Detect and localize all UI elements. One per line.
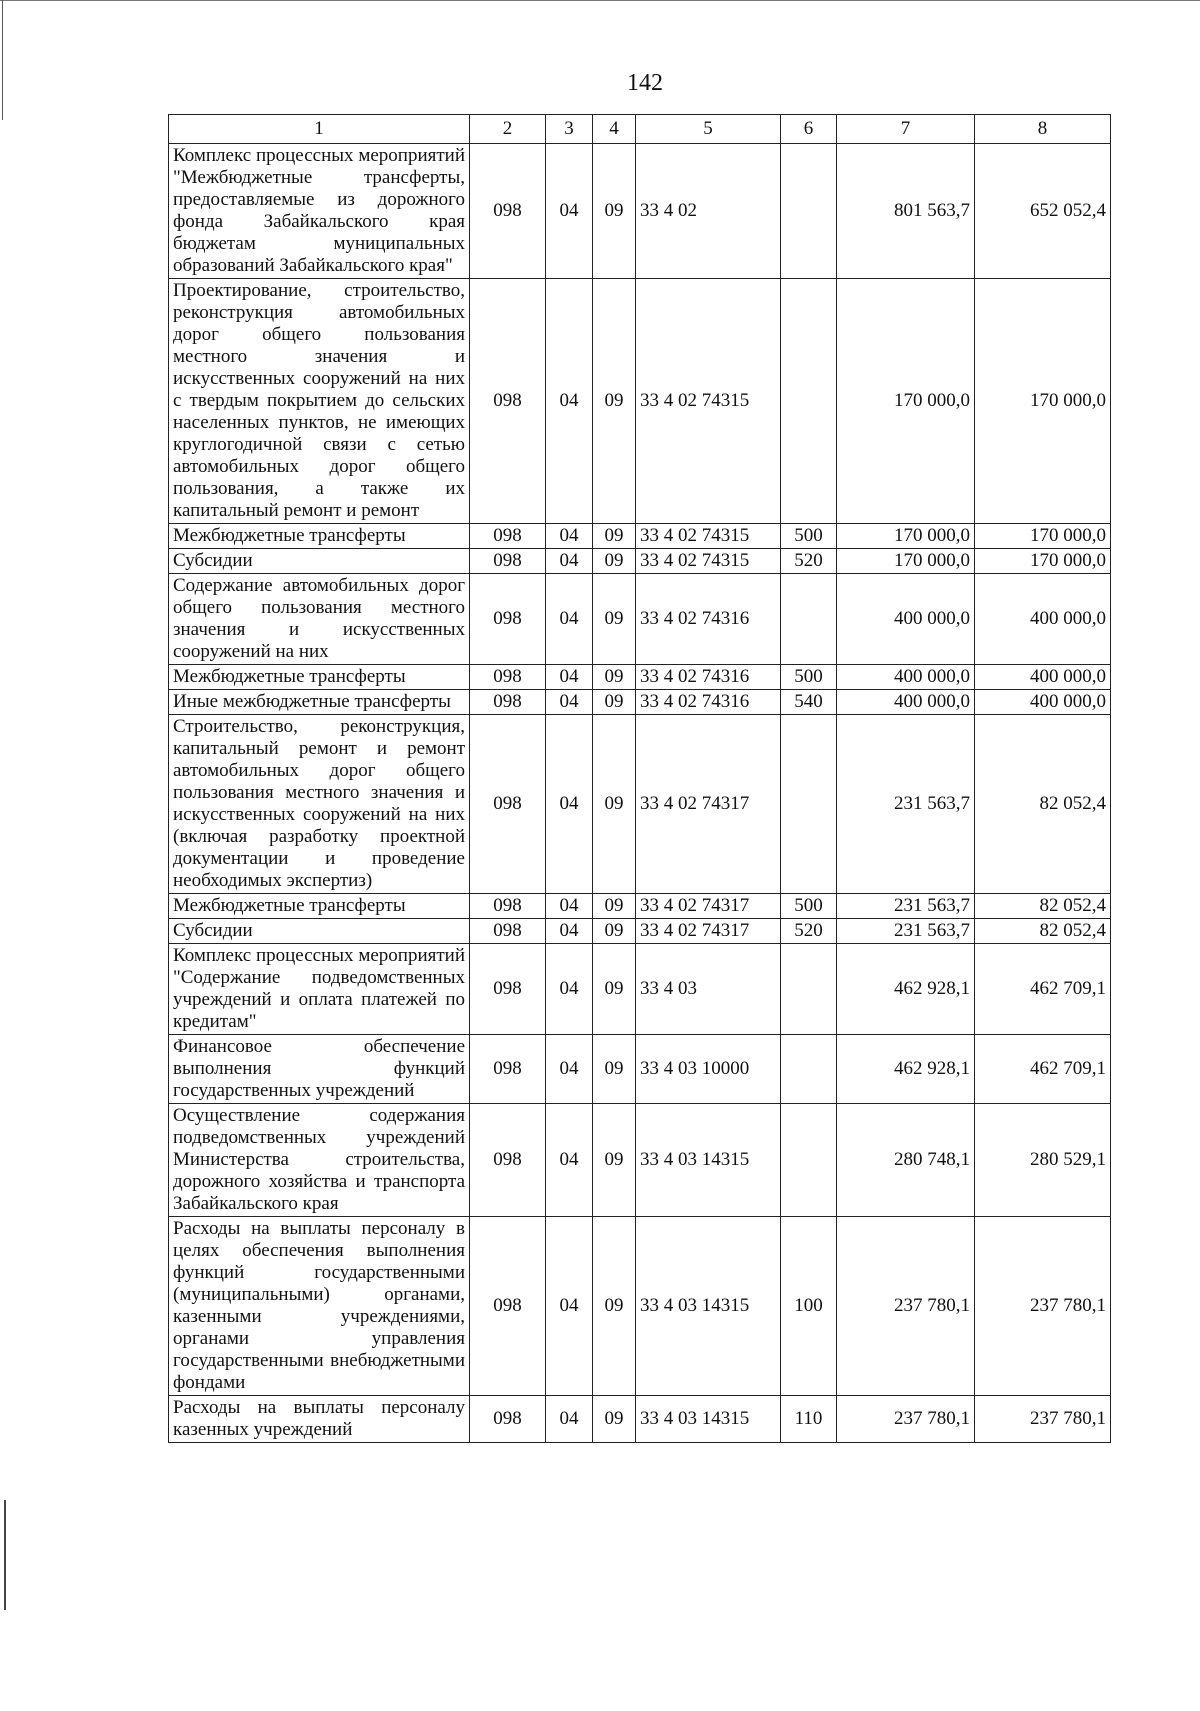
ved-code-cell: 098 — [470, 1104, 546, 1217]
amount-year1-cell: 170 000,0 — [837, 549, 975, 574]
section-code-cell: 04 — [546, 715, 593, 894]
page-number: 142 — [627, 70, 663, 96]
amount-year1-cell: 462 928,1 — [837, 944, 975, 1035]
expense-type-cell — [781, 715, 837, 894]
target-article-cell: 33 4 02 74317 — [636, 715, 781, 894]
expense-type-cell — [781, 279, 837, 524]
amount-year2-cell: 400 000,0 — [975, 574, 1111, 665]
table-row — [169, 894, 1111, 919]
amount-year2-cell: 170 000,0 — [975, 279, 1111, 524]
amount-year1-cell: 400 000,0 — [837, 690, 975, 715]
col-header: 1 — [169, 115, 470, 144]
target-article-cell: 33 4 03 — [636, 944, 781, 1035]
target-article-cell: 33 4 03 10000 — [636, 1035, 781, 1104]
expense-type-cell — [781, 1104, 837, 1217]
amount-year1-cell: 801 563,7 — [837, 144, 975, 279]
amount-year2-cell: 400 000,0 — [975, 690, 1111, 715]
row-name-cell: Субсидии — [169, 919, 470, 944]
row-name-cell: Финансовое обеспечение выполнения функций государственных учреждений — [169, 1035, 470, 1104]
amount-year2-cell: 462 709,1 — [975, 1035, 1111, 1104]
ved-code-cell: 098 — [470, 919, 546, 944]
amount-year1-cell: 237 780,1 — [837, 1217, 975, 1396]
target-article-cell: 33 4 02 — [636, 144, 781, 279]
expense-type-cell: 520 — [781, 919, 837, 944]
expense-type-cell: 500 — [781, 894, 837, 919]
target-article-cell: 33 4 02 74316 — [636, 665, 781, 690]
section-code-cell: 04 — [546, 279, 593, 524]
row-name-cell: Осуществление содержания подведомственных учреждений Министерства строительства, дорожного хозяйства и транспорта Забайкальского края — [169, 1104, 470, 1217]
section-code-cell: 04 — [546, 665, 593, 690]
ved-code-cell: 098 — [470, 1035, 546, 1104]
table-row — [169, 1035, 1111, 1104]
section-code-cell: 04 — [546, 1035, 593, 1104]
subsection-code-cell: 09 — [593, 524, 636, 549]
row-name-cell: Межбюджетные трансферты — [169, 665, 470, 690]
table-row — [169, 144, 1111, 279]
subsection-code-cell: 09 — [593, 1035, 636, 1104]
row-name-cell: Комплекс процессных мероприятий "Содержание подведомственных учреждений и оплата платежей по кредитам" — [169, 944, 470, 1035]
target-article-cell: 33 4 03 14315 — [636, 1217, 781, 1396]
row-name-cell: Межбюджетные трансферты — [169, 894, 470, 919]
budget-table — [168, 114, 1111, 1443]
table-row — [169, 715, 1111, 894]
ved-code-cell: 098 — [470, 524, 546, 549]
subsection-code-cell: 09 — [593, 279, 636, 524]
section-code-cell: 04 — [546, 690, 593, 715]
expense-type-cell: 540 — [781, 690, 837, 715]
section-code-cell: 04 — [546, 894, 593, 919]
target-article-cell: 33 4 03 14315 — [636, 1396, 781, 1443]
expense-type-cell: 100 — [781, 1217, 837, 1396]
row-name-cell: Содержание автомобильных дорог общего пользования местного значения и искусственных сооружений на них — [169, 574, 470, 665]
amount-year1-cell: 231 563,7 — [837, 919, 975, 944]
table-row — [169, 549, 1111, 574]
amount-year1-cell: 170 000,0 — [837, 279, 975, 524]
subsection-code-cell: 09 — [593, 665, 636, 690]
amount-year1-cell: 400 000,0 — [837, 574, 975, 665]
col-header: 7 — [837, 115, 975, 144]
amount-year1-cell: 400 000,0 — [837, 665, 975, 690]
ved-code-cell: 098 — [470, 894, 546, 919]
header-row — [169, 115, 1111, 144]
subsection-code-cell: 09 — [593, 549, 636, 574]
table-row — [169, 1396, 1111, 1443]
expense-type-cell — [781, 944, 837, 1035]
col-header: 5 — [636, 115, 781, 144]
expense-type-cell: 500 — [781, 665, 837, 690]
target-article-cell: 33 4 02 74315 — [636, 549, 781, 574]
table-row — [169, 1217, 1111, 1396]
expense-type-cell — [781, 1035, 837, 1104]
amount-year1-cell: 280 748,1 — [837, 1104, 975, 1217]
amount-year2-cell: 170 000,0 — [975, 549, 1111, 574]
target-article-cell: 33 4 02 74315 — [636, 279, 781, 524]
amount-year2-cell: 237 780,1 — [975, 1396, 1111, 1443]
col-header: 2 — [470, 115, 546, 144]
ved-code-cell: 098 — [470, 144, 546, 279]
row-name-cell: Иные межбюджетные трансферты — [169, 690, 470, 715]
amount-year2-cell: 170 000,0 — [975, 524, 1111, 549]
section-code-cell: 04 — [546, 944, 593, 1035]
amount-year1-cell: 231 563,7 — [837, 715, 975, 894]
ved-code-cell: 098 — [470, 715, 546, 894]
amount-year2-cell: 82 052,4 — [975, 715, 1111, 894]
table-row — [169, 1104, 1111, 1217]
section-code-cell: 04 — [546, 144, 593, 279]
amount-year2-cell: 82 052,4 — [975, 919, 1111, 944]
expense-type-cell: 110 — [781, 1396, 837, 1443]
subsection-code-cell: 09 — [593, 574, 636, 665]
row-name-cell: Субсидии — [169, 549, 470, 574]
target-article-cell: 33 4 02 74316 — [636, 690, 781, 715]
row-name-cell: Расходы на выплаты персоналу в целях обеспечения выполнения функций государственными (муниципальными) органами, казенными учреждениями, органами управления государственными внебюджетными фондами — [169, 1217, 470, 1396]
scan-edge-top — [0, 0, 1200, 1]
ved-code-cell: 098 — [470, 279, 546, 524]
target-article-cell: 33 4 02 74317 — [636, 919, 781, 944]
table-row — [169, 665, 1111, 690]
row-name-cell: Проектирование, строительство, реконструкция автомобильных дорог общего пользования местного значения и искусственных сооружений на них с твердым покрытием до сельских населенных пунктов, не имеющих круглогодичной связи с сетью автомобильных дорог общего пользования, а также их капитальный ремонт и ремонт — [169, 279, 470, 524]
col-header: 3 — [546, 115, 593, 144]
table-row — [169, 574, 1111, 665]
subsection-code-cell: 09 — [593, 715, 636, 894]
section-code-cell: 04 — [546, 1104, 593, 1217]
table-row — [169, 944, 1111, 1035]
target-article-cell: 33 4 02 74317 — [636, 894, 781, 919]
amount-year2-cell: 237 780,1 — [975, 1217, 1111, 1396]
target-article-cell: 33 4 02 74316 — [636, 574, 781, 665]
target-article-cell: 33 4 02 74315 — [636, 524, 781, 549]
subsection-code-cell: 09 — [593, 919, 636, 944]
table-row — [169, 524, 1111, 549]
col-header: 6 — [781, 115, 837, 144]
section-code-cell: 04 — [546, 549, 593, 574]
section-code-cell: 04 — [546, 1396, 593, 1443]
section-code-cell: 04 — [546, 919, 593, 944]
amount-year1-cell: 231 563,7 — [837, 894, 975, 919]
amount-year1-cell: 170 000,0 — [837, 524, 975, 549]
subsection-code-cell: 09 — [593, 1396, 636, 1443]
expense-type-cell: 500 — [781, 524, 837, 549]
ved-code-cell: 098 — [470, 574, 546, 665]
amount-year2-cell: 652 052,4 — [975, 144, 1111, 279]
expense-type-cell — [781, 144, 837, 279]
row-name-cell: Строительство, реконструкция, капитальный ремонт и ремонт автомобильных дорог общего пользования местного значения и искусственных сооружений на них (включая разработку проектной документации и проведение необходимых экспертиз) — [169, 715, 470, 894]
col-header: 8 — [975, 115, 1111, 144]
expense-type-cell: 520 — [781, 549, 837, 574]
amount-year2-cell: 280 529,1 — [975, 1104, 1111, 1217]
amount-year2-cell: 400 000,0 — [975, 665, 1111, 690]
expense-type-cell — [781, 574, 837, 665]
subsection-code-cell: 09 — [593, 144, 636, 279]
table-row — [169, 690, 1111, 715]
section-code-cell: 04 — [546, 1217, 593, 1396]
table-row — [169, 279, 1111, 524]
subsection-code-cell: 09 — [593, 894, 636, 919]
ved-code-cell: 098 — [470, 665, 546, 690]
section-code-cell: 04 — [546, 524, 593, 549]
ved-code-cell: 098 — [470, 549, 546, 574]
section-code-cell: 04 — [546, 574, 593, 665]
amount-year2-cell: 462 709,1 — [975, 944, 1111, 1035]
subsection-code-cell: 09 — [593, 944, 636, 1035]
table-row — [169, 919, 1111, 944]
ved-code-cell: 098 — [470, 1396, 546, 1443]
subsection-code-cell: 09 — [593, 1217, 636, 1396]
scan-edge-left-bottom — [4, 1500, 6, 1610]
scan-edge-left — [2, 0, 3, 120]
ved-code-cell: 098 — [470, 944, 546, 1035]
table-body — [169, 144, 1111, 1443]
ved-code-cell: 098 — [470, 1217, 546, 1396]
subsection-code-cell: 09 — [593, 690, 636, 715]
target-article-cell: 33 4 03 14315 — [636, 1104, 781, 1217]
subsection-code-cell: 09 — [593, 1104, 636, 1217]
row-name-cell: Комплекс процессных мероприятий "Межбюджетные трансферты, предоставляемые из дорожного фонда Забайкальского края бюджетам муниципальных образований Забайкальского края" — [169, 144, 470, 279]
row-name-cell: Межбюджетные трансферты — [169, 524, 470, 549]
col-header: 4 — [593, 115, 636, 144]
amount-year1-cell: 462 928,1 — [837, 1035, 975, 1104]
row-name-cell: Расходы на выплаты персоналу казенных учреждений — [169, 1396, 470, 1443]
amount-year2-cell: 82 052,4 — [975, 894, 1111, 919]
ved-code-cell: 098 — [470, 690, 546, 715]
amount-year1-cell: 237 780,1 — [837, 1396, 975, 1443]
